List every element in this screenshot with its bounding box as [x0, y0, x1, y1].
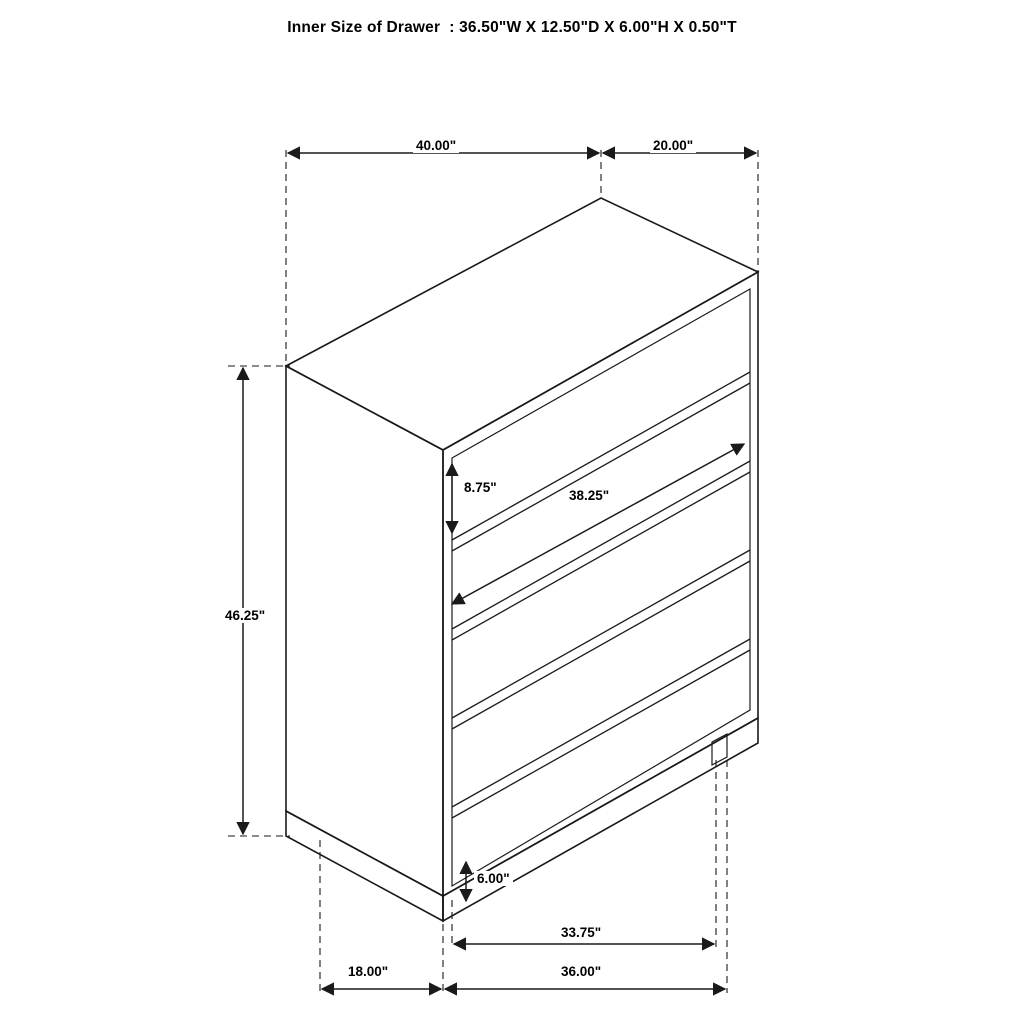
plinth-left [286, 811, 443, 921]
leg-right [712, 734, 727, 765]
dim-label-drawer-front-width: 38.25" [566, 488, 612, 503]
plinth-front [443, 718, 758, 921]
dim-label-base-inner-width: 33.75" [558, 925, 604, 940]
extension-lines [228, 150, 758, 993]
cabinet-front-inner-rim [452, 289, 750, 886]
dim-label-top-width: 40.00" [413, 138, 459, 153]
dim-label-leg-height: 6.00" [474, 871, 513, 886]
cabinet-left-face [286, 366, 443, 896]
dim-label-drawer-front-height: 8.75" [461, 480, 500, 495]
dim-label-overall-height: 46.25" [222, 608, 268, 623]
cabinet-front-face [443, 272, 758, 896]
dim-label-base-depth: 18.00" [345, 964, 391, 979]
drawer-lines [452, 372, 750, 818]
dim-label-base-width: 36.00" [558, 964, 604, 979]
dim-label-top-depth: 20.00" [650, 138, 696, 153]
page-title: Inner Size of Drawer : 36.50"W X 12.50"D X 6.00"H X 0.50"T [287, 19, 737, 36]
